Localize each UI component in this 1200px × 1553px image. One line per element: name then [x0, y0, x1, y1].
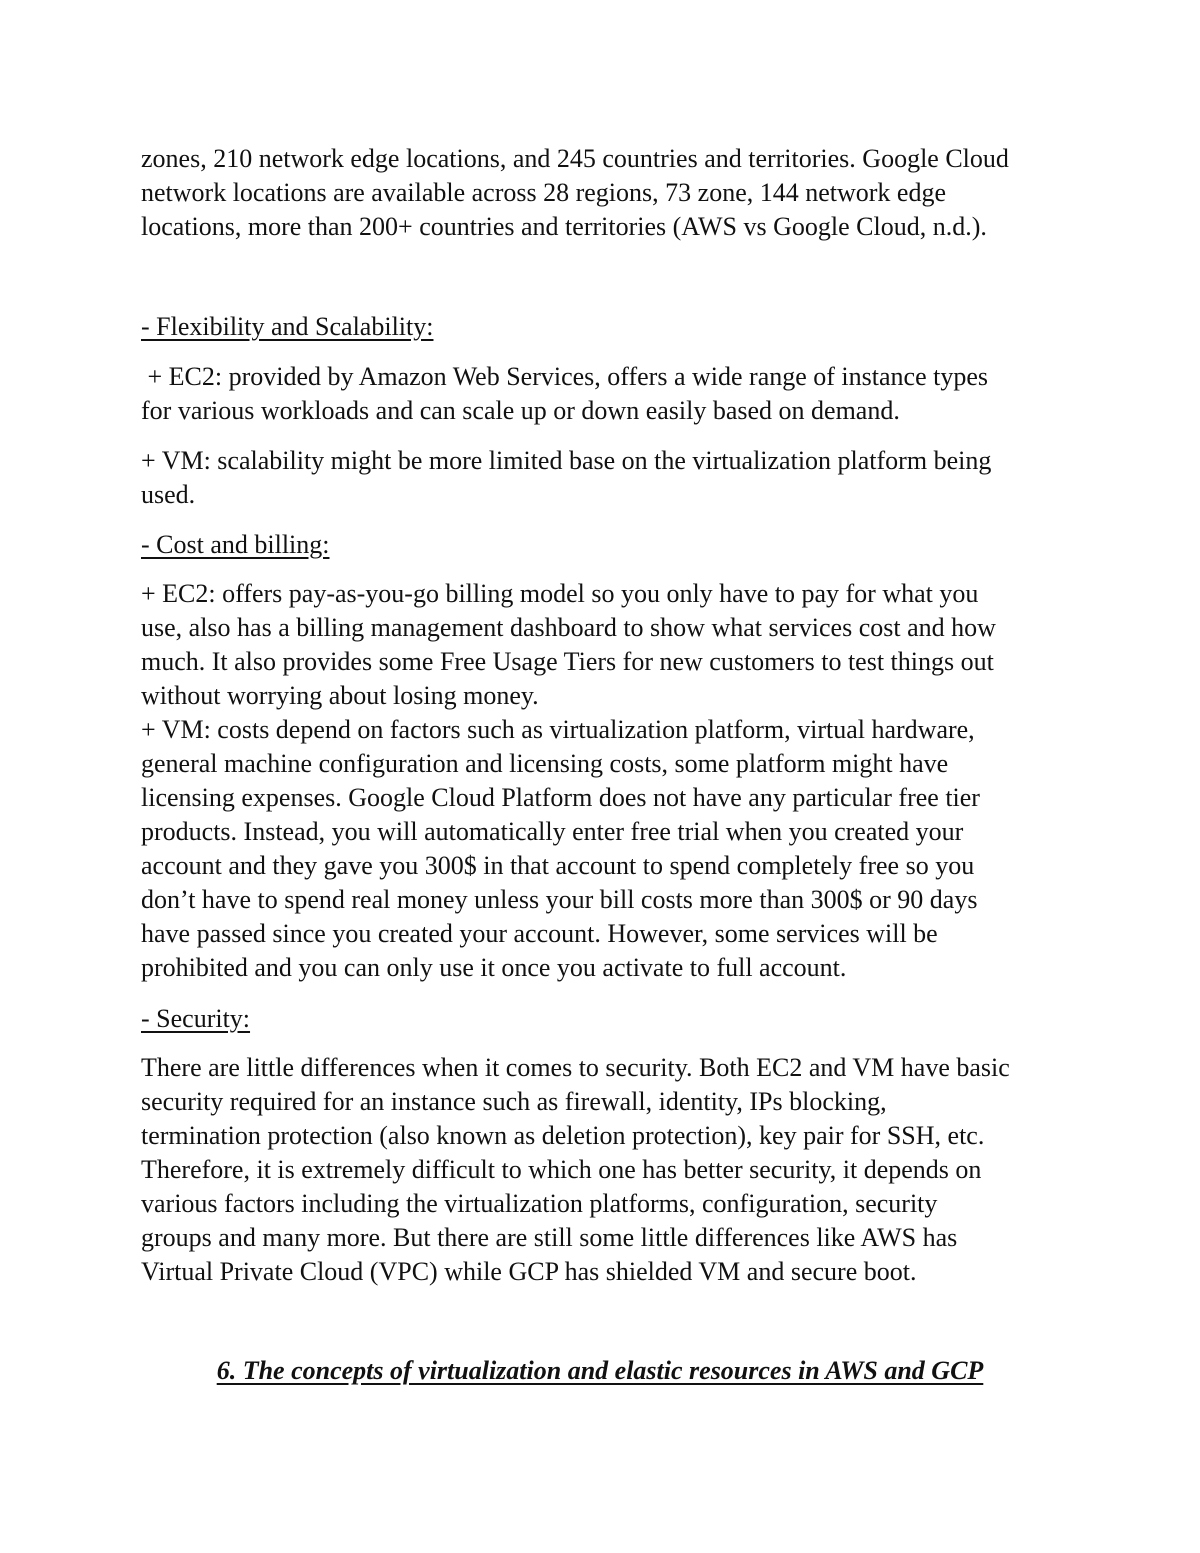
cost-line: don’t have to spend real money unless your bill costs more than 300$ or 90 days — [141, 885, 978, 914]
cost-line: + EC2: offers pay-as-you-go billing model so you only have to pay for what you — [141, 579, 979, 608]
flexibility-heading — [141, 310, 1081, 344]
cost-heading-text: - Cost and billing: — [141, 530, 330, 559]
flexibility-ec2-line: for various workloads and can scale up or down easily based on demand. — [141, 396, 900, 425]
cost-line: account and they gave you 300$ in that account to spend completely free so you — [141, 851, 975, 880]
security-line: various factors including the virtualization platforms, configuration, security — [141, 1189, 938, 1218]
cost-line: much. It also provides some Free Usage Tiers for new customers to test things out — [141, 647, 994, 676]
intro-line: network locations are available across 28 regions, 73 zone, 144 network edge — [141, 178, 947, 207]
cost-heading — [141, 528, 1081, 562]
flexibility-vm-line: + VM: scalability might be more limited base on the virtualization platform being — [141, 446, 992, 475]
cost-paragraph — [141, 577, 1081, 985]
security-paragraph — [141, 1051, 1081, 1289]
section-title: 6. The concepts of virtualization and elastic resources in AWS and GCP — [216, 1356, 984, 1385]
cost-line: have passed since you created your account. However, some services will be — [141, 919, 938, 948]
security-line: security required for an instance such as firewall, identity, IPs blocking, — [141, 1087, 887, 1116]
cost-line: without worrying about losing money. — [141, 681, 539, 710]
flexibility-vm-line: used. — [141, 480, 196, 509]
security-line: Therefore, it is extremely difficult to which one has better security, it depends on — [141, 1155, 982, 1184]
cost-line: general machine configuration and licensing costs, some platform might have — [141, 749, 949, 778]
cost-line: licensing expenses. Google Cloud Platform does not have any particular free tier — [141, 783, 980, 812]
security-heading-text: - Security: — [141, 1004, 251, 1033]
flexibility-vm-paragraph — [141, 444, 1081, 512]
security-line: termination protection (also known as deletion protection), key pair for SSH, etc. — [141, 1121, 985, 1150]
flexibility-heading-text: - Flexibility and Scalability: — [141, 312, 434, 341]
flexibility-ec2-line: + EC2: provided by Amazon Web Services, offers a wide range of instance types — [141, 362, 988, 391]
cost-line: products. Instead, you will automatically enter free trial when you created your — [141, 817, 964, 846]
cost-line: + VM: costs depend on factors such as virtualization platform, virtual hardware, — [141, 715, 975, 744]
cost-line: prohibited and you can only use it once you activate to full account. — [141, 953, 847, 982]
intro-line: zones, 210 network edge locations, and 245 countries and territories. Google Cloud — [141, 144, 1009, 173]
intro-paragraph — [141, 142, 1081, 244]
security-line: groups and many more. But there are still some little differences like AWS has — [141, 1223, 958, 1252]
security-line: Virtual Private Cloud (VPC) while GCP has shielded VM and secure boot. — [141, 1257, 917, 1286]
cost-line: use, also has a billing management dashboard to show what services cost and how — [141, 613, 996, 642]
security-heading — [141, 1002, 1081, 1036]
flexibility-ec2-paragraph — [141, 360, 1081, 428]
security-line: There are little differences when it comes to security. Both EC2 and VM have basic — [141, 1053, 1010, 1082]
intro-line: locations, more than 200+ countries and territories (AWS vs Google Cloud, n.d.). — [141, 212, 987, 241]
